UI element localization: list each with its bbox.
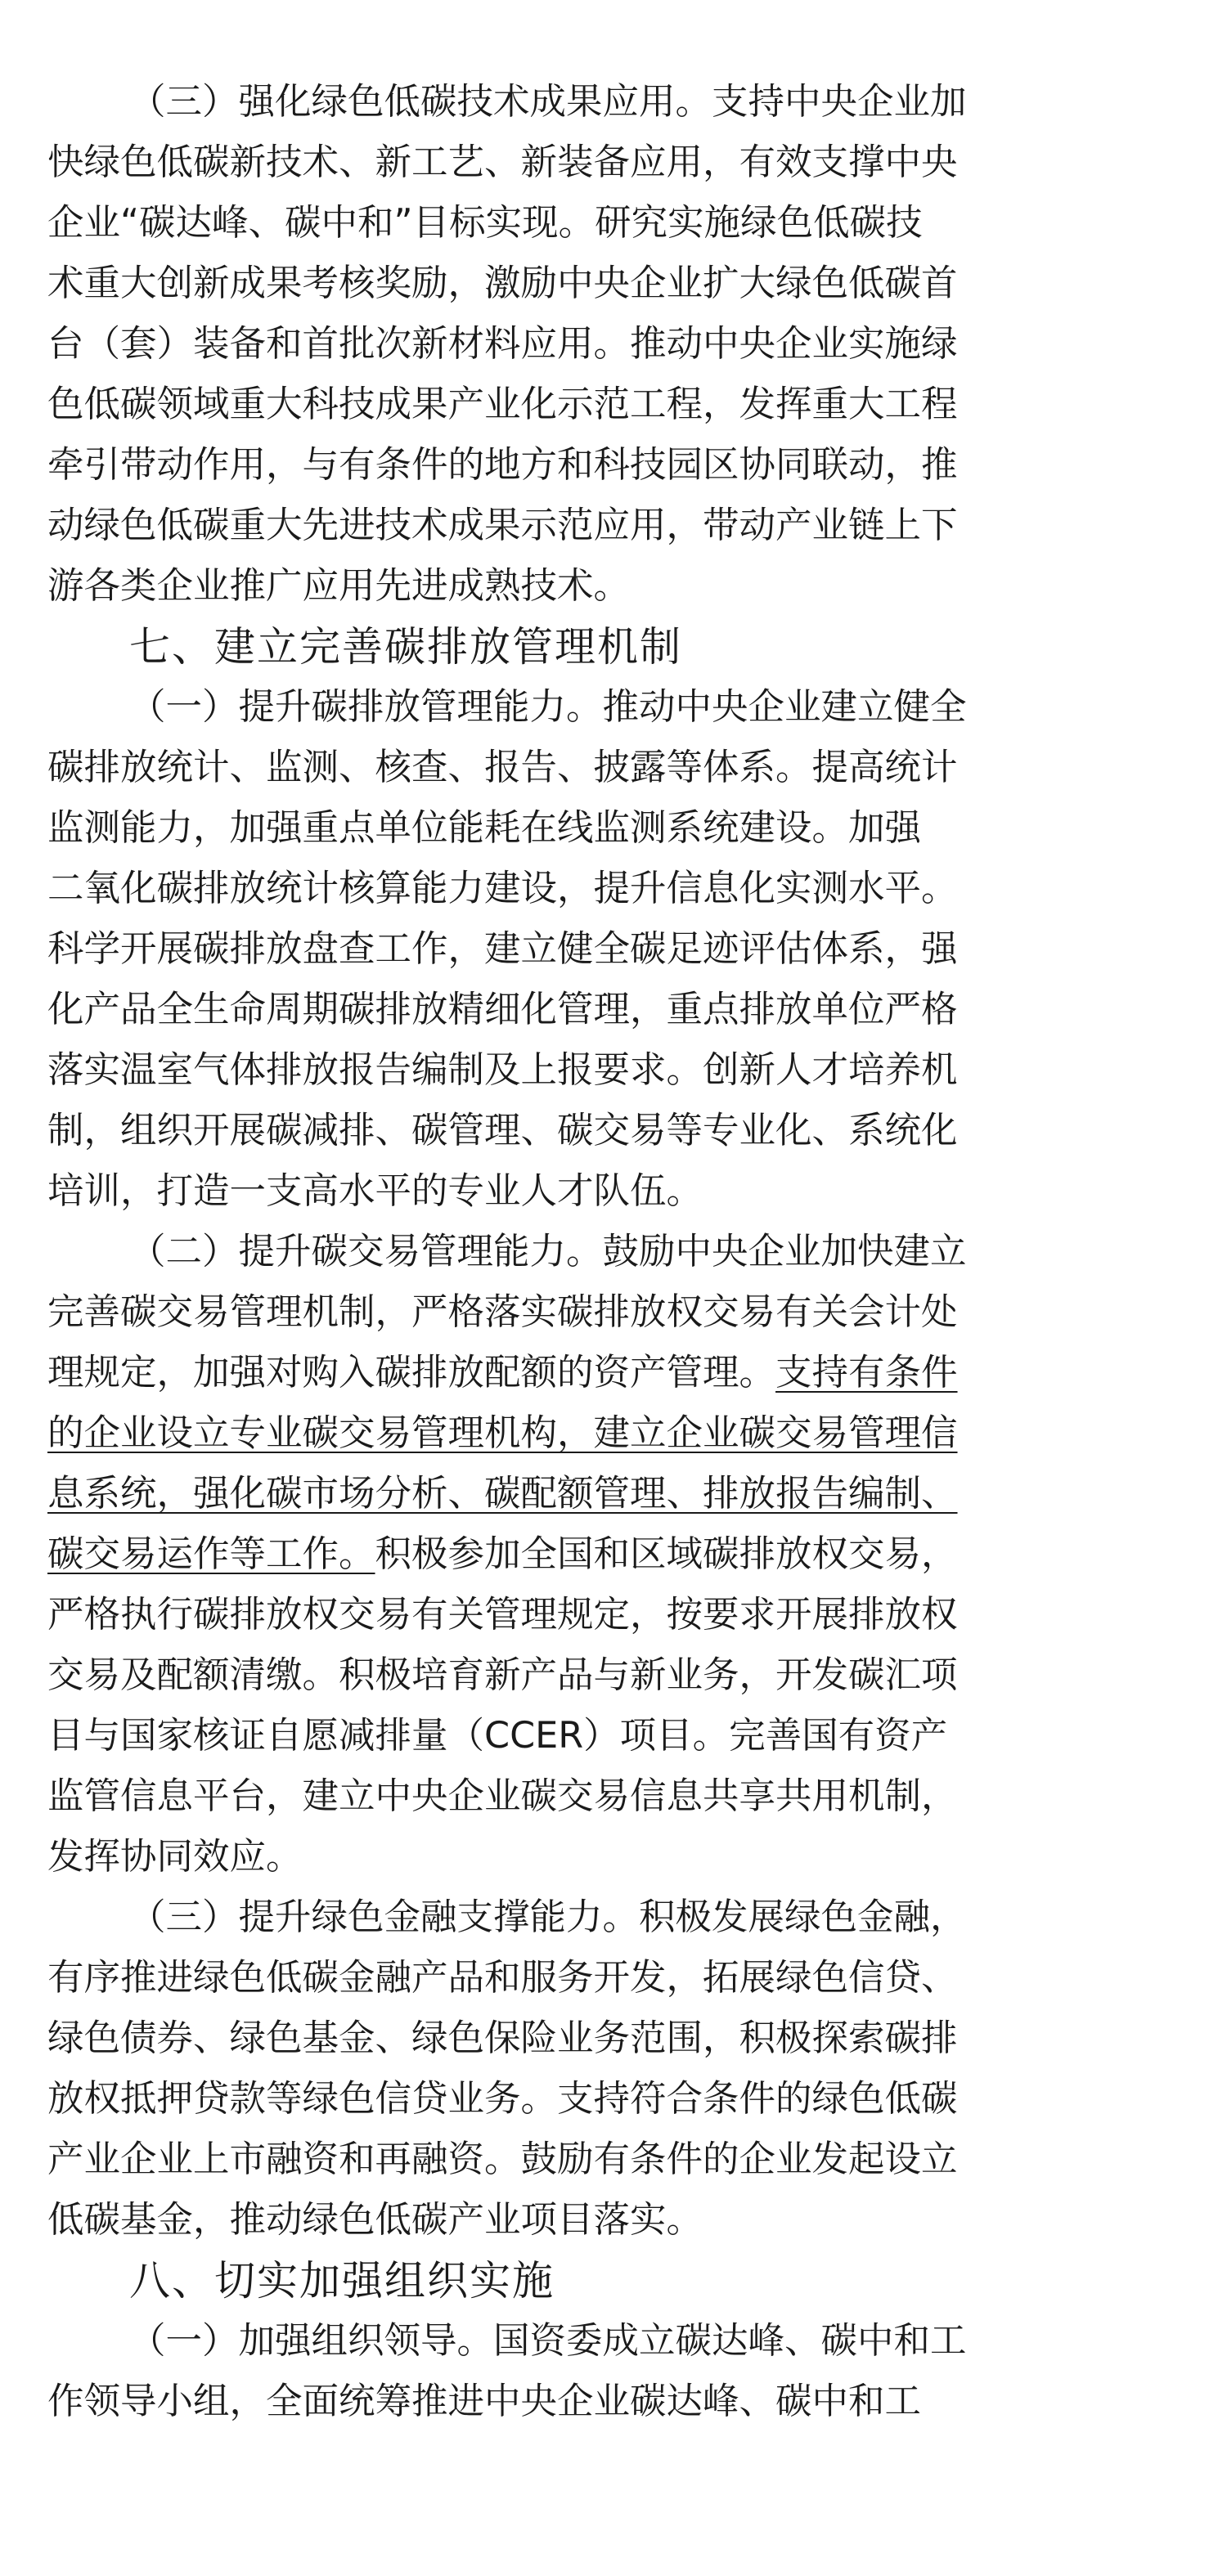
paragraph-carbon-trading [47,1222,1013,1887]
paragraph-green-finance [47,1887,1013,2251]
text-line [47,1343,1013,1403]
text-line: 培训，打造一支高水平的专业人才队伍。 [47,1170,703,1212]
text-line: 快绿色低碳新技术、新工艺、新装备应用，有效支撑中央 [47,141,958,183]
text-line: 碳排放统计、监测、核查、报告、披露等体系。提高统计 [47,747,958,788]
text-line: 色低碳领域重大科技成果产业化示范工程，发挥重大工程 [47,384,958,425]
section-heading-7: 七、建立完善碳排放管理机制 [129,623,682,671]
text-line: 游各类企业推广应用先进成熟技术。 [47,565,631,607]
text-segment: 理规定，加强对购入碳排放配额的资产管理。 [47,1352,776,1393]
text-line: 落实温室气体排放报告编制及上报要求。创新人才培养机 [47,1049,958,1091]
text-line: 放权抵押贷款等绿色信贷业务。支持符合条件的绿色低碳 [47,2078,958,2120]
underlined-text-line: 息系统，强化碳市场分析、碳配额管理、排放报告编制、 [47,1473,958,1515]
section-heading-8: 八、切实加强组织实施 [129,2257,555,2304]
text-line: 台（套）装备和首批次新材料应用。推动中央企业实施绿 [47,323,958,365]
paragraph-emission-management [47,677,1013,1222]
text-line: 完善碳交易管理机制，严格落实碳排放权交易有关会计处 [47,1291,958,1333]
text-line: 动绿色低碳重大先进技术成果示范应用，带动产业链上下 [47,505,958,546]
text-line: 二氧化碳排放统计核算能力建设，提升信息化实测水平。 [47,868,958,909]
document-page [47,72,1013,2432]
text-line: 有序推进绿色低碳金融产品和服务开发，拓展绿色信贷、 [47,1957,958,1999]
text-line: 产业企业上市融资和再融资。鼓励有条件的企业发起设立 [47,2138,958,2180]
text-segment: 积极参加全国和区域碳排放权交易， [375,1533,958,1575]
text-line: 监测能力，加强重点单位能耗在线监测系统建设。加强 [47,807,922,849]
text-line: 科学开展碳排放盘查工作，建立健全碳足迹评估体系，强 [47,928,958,970]
text-line: 制，组织开展碳减排、碳管理、碳交易等专业化、系统化 [47,1110,958,1151]
text-line: 作领导小组，全面统筹推进中央企业碳达峰、碳中和工 [47,2381,922,2422]
text-line: 监管信息平台，建立中央企业碳交易信息共享共用机制， [47,1775,958,1817]
text-line: 发挥协同效应。 [47,1836,303,1878]
text-line: 交易及配额清缴。积极培育新产品与新业务，开发碳汇项 [47,1654,958,1696]
text-line: （三）强化绿色低碳技术成果应用。支持中央企业加 [129,81,967,123]
text-line: （三）提升绿色金融支撑能力。积极发展绿色金融， [129,1896,967,1938]
paragraph-green-tech-application [47,72,1013,617]
underlined-text: 碳交易运作等工作。 [47,1533,375,1575]
text-line [47,1524,1013,1585]
text-line: （二）提升碳交易管理能力。鼓励中央企业加快建立 [129,1231,967,1272]
text-line: 严格执行碳排放权交易有关管理规定，按要求开展排放权 [47,1594,958,1636]
underlined-text-line: 的企业设立专业碳交易管理机构，建立企业碳交易管理信 [47,1412,958,1454]
text-line: 化产品全生命周期碳排放精细化管理，重点排放单位严格 [47,989,958,1030]
text-line: 牵引带动作用，与有条件的地方和科技园区协同联动，推 [47,444,958,486]
paragraph-organization-leadership [47,2311,1013,2432]
text-line: 低碳基金，推动绿色低碳产业项目落实。 [47,2199,703,2241]
text-line: 目与国家核证自愿减排量（CCER）项目。完善国有资产 [47,1715,948,1757]
text-line: （一）提升碳排放管理能力。推动中央企业建立健全 [129,686,967,728]
text-line: 绿色债券、绿色基金、绿色保险业务范围，积极探索碳排 [47,2017,958,2059]
text-line: （一）加强组织领导。国资委成立碳达峰、碳中和工 [129,2320,967,2362]
text-line: 术重大创新成果考核奖励，激励中央企业扩大绿色低碳首 [47,263,958,304]
text-line: 企业“碳达峰、碳中和”目标实现。研究实施绿色低碳技 [47,202,923,244]
underlined-text: 支持有条件 [775,1352,958,1393]
